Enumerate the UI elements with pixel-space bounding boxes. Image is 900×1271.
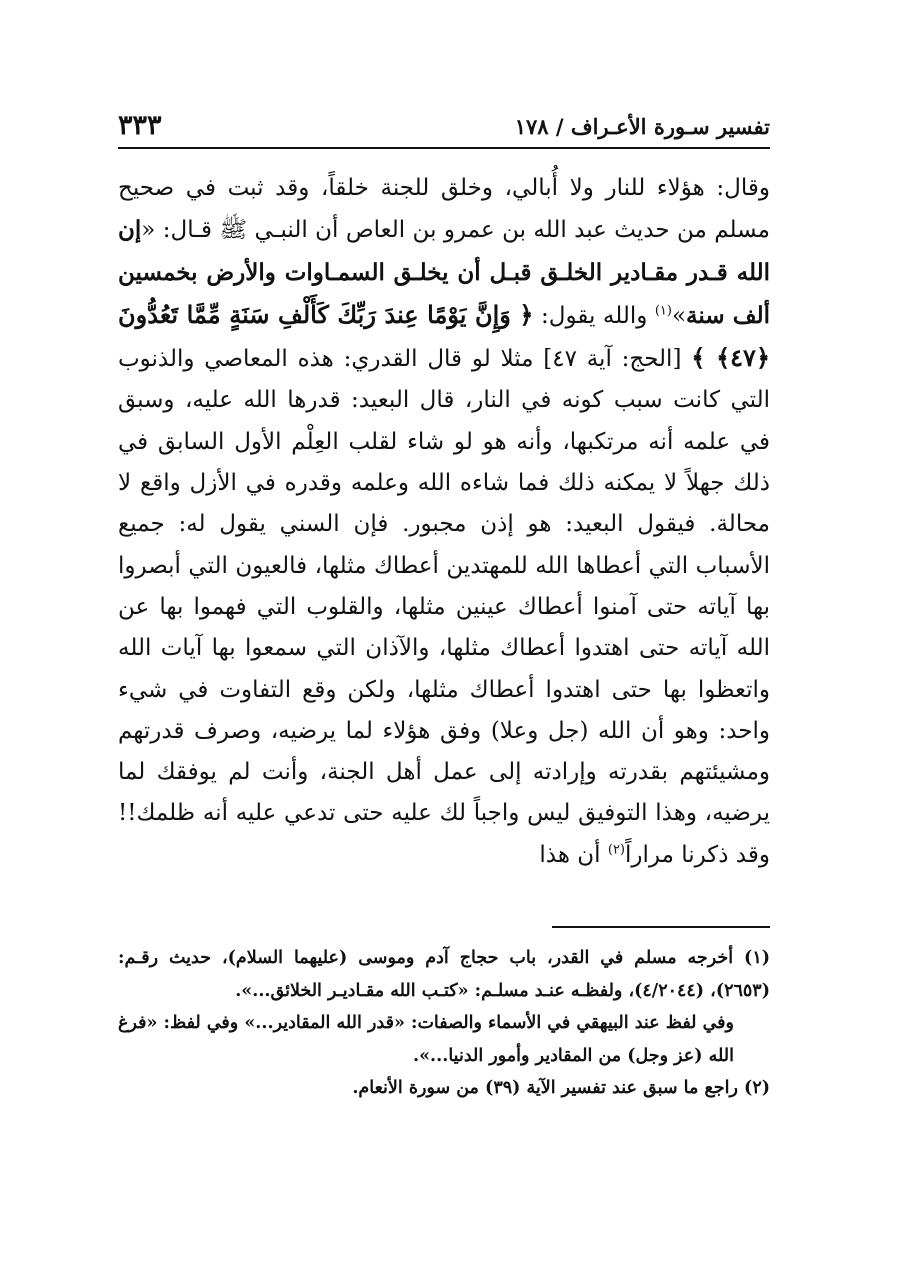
main-text [118,168,770,876]
footnotes [118,942,770,1105]
footnote-ref-1: (١) [654,303,672,319]
quote-close: » [671,302,687,329]
footnote-1: (١) أخرجه مسلم في القدر، باب حجاج آدم وموسى (عليهما السلام)، حديث رقـم: (٢٦٥٣)، (٤/٢٠٤٤)، ولفظـه عنـد مسلـم: «كتـب الله مقـاديـر الخلائق...». [118,948,770,1001]
body-text-segment: وقال: هؤلاء للنار ولا أُبالي، وخلق للجنة خلقاً، وقد ثبت في صحيح مسلم من حديث عبد الله بن عمرو بن العاص أن النبـي ﷺ قـال: « [118,175,770,244]
footnote-divider [552,926,770,928]
page-number: ٣٣٣ [118,110,162,141]
running-title: تفسير سـورة الأعـراف / ١٧٨ [514,114,770,139]
footnote-1-continuation: وفي لفظ عند البيهقي في الأسماء والصفات: «قدر الله المقادير...» وفي لفظ: «فرغ الله (عز وجل) من المقادير وأمور الدنيا...». [118,1013,734,1066]
body-paragraph [118,168,770,876]
quran-verse: ﴿ وَإِنَّ يَوْمًا عِندَ رَبِّكَ كَأَلْفِ سَنَةٍ مِّمَّا تَعُدُّونَ ﴿٤٧﴾ ﴾ [118,299,770,373]
header-divider [118,147,770,149]
hadith-quote: إن الله قـدر مقـادير الخلـق قبـل أن يخلـق السمـاوات والأرض بخمسين ألف سنة [118,216,770,329]
page-header [118,108,770,148]
footnote-2: (٢) راجع ما سبق عند تفسير الآية (٣٩) من سورة الأنعام. [352,1078,770,1099]
body-text-segment: أن هذا [539,841,608,868]
footnote-ref-2: (٢) [607,842,625,858]
body-text-segment: [الحج: آية ٤٧] مثلا لو قال القدري: هذه المعاصي والذنوب التي كانت سبب كونه في النار، قال البعيد: قدرها الله عليه، وسبق في علمه أنه مرتكبها، وأنه هو لو شاء لقلب العِلْم الأول السابق في ذلك جهلاً لا يمكنه ذلك فما شاءه الله وعلمه وقدره في الأزل واقع لا محالة. فيقول البعيد: هو إذن مجبور. فإن السني يقول له: جميع الأسباب التي أعطاها الله للمهتدين أعطاك مثلها، فالعيون التي أبصروا بها آياته حتى آمنوا أعطاك عينين مثلها، والقلوب التي فهموا بها عن الله آياته حتى اهتدوا أعطاك مثلها، والآذان التي سمعوا بها آيات الله واتعظوا بها حتى اهتدوا أعطاك مثلها، ولكن وقع التفاوت في شيء واحد: وهو أن الله (جل وعلا) وفق هؤلاء لما يرضيه، وصرف قدرتهم ومشيئتهم بقدرته وإرادته إلى عمل أهل الجنة، وأنت لم يوفقك لما يرضيه، وهذا التوفيق ليس واجباً لك عليه حتى تدعي عليه أنه ظلمك!! وقد ذكرنا مراراً [118,346,770,868]
body-text-segment: والله يقول: [533,302,655,329]
